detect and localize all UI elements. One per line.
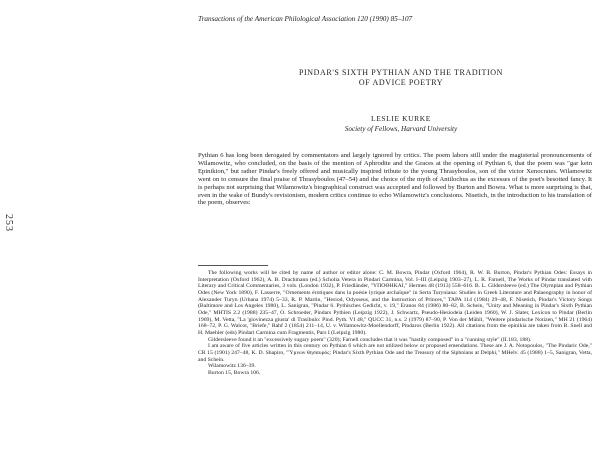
- body-text: [198, 152, 592, 207]
- footnote-4: Wilamowitz 136–39.: [208, 363, 256, 370]
- footnote-5: Burton 15, Bowra 106.: [208, 369, 261, 376]
- footnote-3: I am aware of five articles written in this century on Pythian 6 which are not utilized below or proposed emendations. These are J. A. Notopoulos, "The Pindaric Ode," CR 15 (1901) 247–48, K. D. Shapiro, "Ὑμνων θησαυρός: Pindar's Sixth Pythian Ode and the Treasury of the Siphnians at Delphi," MHelv. 45 (1988) 1–5, Sanigran, Vetta, and Schein.: [198, 343, 592, 363]
- body-paragraph: Pythian 6 has long been derogated by commentators and largely ignored by critics. The poem labors still under the magisterial pronouncements of Wilamowitz, who concluded, on the basis of the mention of Aphrodite and the Graces at the opening of Pythian 6, that the poem was "gar kein Epinikion," but rather Pindar's freely offered and musically inspired tribute to the young Thrasyboulos, son of the victor Xenocrates. Wilamowitz went on to censure the final praise of Thrasyboulos (47–54) and the choice of the myth of Antilochus as the excesses of the poet's besotted fancy. It is perhaps not surprising that Wilamowitz's biographical construct was accepted and followed by Burton and Bowra. What is more surprising is that, even in the wake of Bundy's revisionism, modern critics continue to echo Wilamowitz's conclusions. Nisetich, in the introduction to his translation of the poem, observes:: [198, 152, 592, 207]
- title-line-2: OF ADVICE POETRY: [358, 78, 444, 87]
- title-line-1: PINDAR'S SIXTH PYTHIAN AND THE TRADITION: [298, 68, 504, 77]
- author-name: LESLIE KURKE: [371, 114, 431, 123]
- footnote-2: Gildersleeve found it an "excessively sugary poem" (320); Farnell concludes that it was "hastily composed" in a "cunning style" (II.183, 188).: [208, 336, 532, 343]
- footnotes: [198, 270, 592, 377]
- page-number: 253: [3, 214, 14, 232]
- article-title: [236, 68, 566, 88]
- footnote-separator: [198, 265, 268, 266]
- running-head: Transactions of the American Philological Association 120 (1990) 85–107: [198, 15, 413, 23]
- footnote-1: The following works will be cited by name of author or editor alone: C. M. Bowra, Pindar (Oxford 1964), R. W. B. Burton, Pindar's Pythian Odes: Essays in Interpretation (Oxford 1962), A. B. Drachmann (ed.) Scholia Vetera in Pindari Carmina, Vol. I–III (Leipzig 1903–27), L. R. Farnell, The Works of Pindar translated with Literary and Critical Commentaries, 3 vols. (London 1932), P. Friedländer, "ΥΠΟΘΗΚΑΙ," Hermes 48 (1913) 558–616. B. L. Gildersleeve (ed.) The Olympian and Pythian Odes (New York 1890), F. Lasserre, "Ornements érotiques dans la poésie lyrique archaïque" in Serta Turyniana: Studies in Greek Literature and Palaeography in honor of Alexander Turyn (Urbana 1974) 5–33, R. P. Martin, "Hesiod, Odysseus, and the Instruction of Princes," TAPA 114 (1984) 29–48, F. Nisetich, Pindar's Victory Songs (Baltimore and Los Angeles 1980), L. Sanigran, "Pindar 6. Pythisches Gedicht, v. 19," Eranos 84 (1986) 80–82, B. Schein, "Unity and Meaning in Pindar's Sixth Pythian Ode," MHTIS 2.2 (1988) 235–47, O. Schroeder, Pindars Pythien (Leipzig 1922), J. Schwartz, Pseudo-Hesiodeia (Leiden 1960), W. J. Slater, Lexicon to Pindar (Berlin 1969), M. Vetta, "La 'giovinezza giusta' di Trasibulo: Pind. Pyth. VI 48," QUCC 31, n.s. 2 (1979) 87–90, P. Von der Mühll, "Weitere pindarische Notizen," MH 21 (1964) 168–72, P. G. Walcot, "Briefe," Rahf 2 (1854) 211–14, U. v. Wilamowitz-Moellendorff, Pindaros (Berlin 1922). All citations from the epinikia are taken from B. Snell and H. Maehler (eds) Pindari Carmina cum Fragmentis, Pars I (Leipzig 1980).: [198, 270, 592, 336]
- author-affiliation: Society of Fellows, Harvard University: [344, 125, 458, 133]
